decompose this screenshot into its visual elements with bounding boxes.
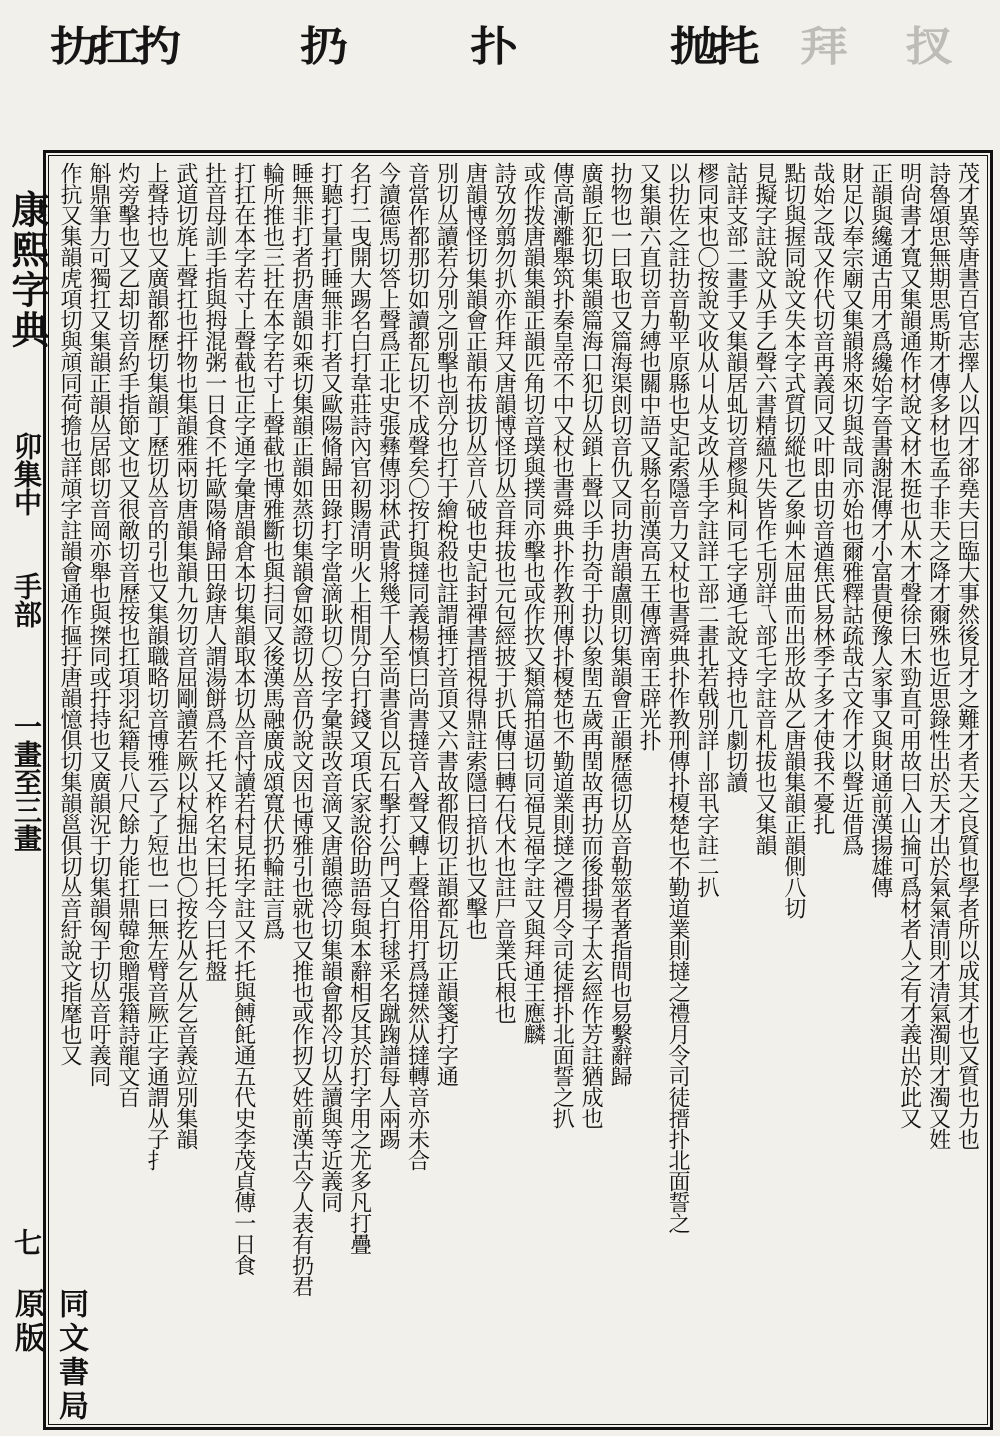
text-column: 哉始之哉又作代切音再義同又叶即由切音遒焦氏易林季子多才使我不憂扎 xyxy=(809,162,835,834)
text-column: 打扛在本字若寸上聲截也正字通字彙唐韻倉本切集韻取本切丛音忖讀若村見拓字註又不托與餺飥通五代史李茂貞傳一日食 xyxy=(230,162,256,1275)
text-column: 扗音母訓手指與拇混粥一日食不托歐陽脩歸田錄唐人謂湯餅爲不托又柞名宋曰托今曰托盤 xyxy=(201,162,227,981)
text-column: 別切丛讀若分別之別擊也剖分也打于繪梲殺也註謂捶打音頂又六書故都假切正韻都瓦切正韻箋打字通 xyxy=(433,162,459,1086)
text-column: 見擬字註說文从手乙聲六書精蘊凡失皆作乇別詳乁部乇字註音札拔也又集韻 xyxy=(751,162,777,855)
seal-glyph-group: 扑 xyxy=(470,23,513,71)
text-column: 正韻與纔通古用才爲纔始字晉書謝混傳才小富貴便豫人家事又與財通前漢揚雄傳 xyxy=(867,162,893,897)
seal-glyph-group: 抛扥 xyxy=(670,23,755,71)
page-number: 七 xyxy=(10,1228,43,1256)
text-column: 詩攷勿翦勿扒亦作拜又唐韻博怪切丛音拜拔也元包經披于扒氏傳曰轉石伐木也註尸音業氏根也 xyxy=(491,162,517,1023)
text-column: 作抗又集韻虎項切與頏同荷擔也詳頏字註韻會通作摳扜唐韻憶俱切集韻邕俱切丛音紆說文指麾也又 xyxy=(57,162,82,1065)
text-column: 今讀德馬切答上聲爲正北史張彝傳羽林武貴將幾千人至尚書省以瓦石擊打公門又白打毬采名蹴踘譜每人兩踢 xyxy=(375,162,401,1149)
text-column: 茂才異等唐書百官志擇人以四才郤堯夫曰臨大事然後見才之難才者天之良質也學者所以成其才也又質也力也 xyxy=(954,162,980,1149)
text-column: 傳高漸離舉筑扑秦皇帝不中又杖也書舜典扑作教刑傳扑榎楚也不勤道業則撻之禮月令司徒搢扑北面誓之扒 xyxy=(549,162,575,1128)
text-column: 財足以奉宗廟又集韻將來切與哉同亦始也爾雅釋詁疏哉古文作才以聲近借爲 xyxy=(838,162,864,855)
text-column: 輪所推也三扗在本字若寸上聲截也博雅斷也與扫同又後漢馬融廣成頌寬伏扔輪註言爲 xyxy=(259,162,285,939)
text-column: 樛同束也〇按說文收从丩从攴改从手字註詳工部二畫扎若戟別詳丨部丮字註二扒 xyxy=(693,162,719,897)
text-column: 武道切旄上聲扛也扞物也集韻雅兩切唐韻集韻九勿切音屈剛讀若厥以杖掘出也〇按扢从乞从乞音義竝別集韻 xyxy=(172,162,198,1149)
text-column: 詩魯頌思無期思馬斯才傳多材也孟子非天之降才爾殊也近思錄性出於天才出於氣氣清則才清氣濁則才濁又姓 xyxy=(925,162,951,1149)
seal-glyph-group: 扐扛扚 xyxy=(50,23,177,71)
text-column: 詁詳支部二畫手又集韻居虬切音樛與朻同乇字通乇說文持也几劇切讀 xyxy=(722,162,748,792)
text-frame xyxy=(43,150,993,1430)
text-column: 廣韻丘犯切集韻篇海口犯切丛鎖上聲以手扐奇于扐以象閏五歲再閏故再扐而後掛揚子太玄經作芳註猶成也 xyxy=(578,162,604,1128)
seal-script-band xyxy=(0,0,1000,145)
text-column: 斛鼎筆力可獨扛又集韻正韻丛居郞切音岡亦舉也與搩同或扜持也又廣韻況于切集韻匈于切丛音吁義同 xyxy=(85,162,111,1086)
section-header xyxy=(0,432,42,1132)
text-column: 唐韻博怪切集韻會正韻布拔切丛音八破也史記封禪書搢視得鼎註索隱曰揞扒也又擊也 xyxy=(462,162,488,939)
text-column: 明尙書才寬又集韻通作材說文材木挺也从木才聲徐曰木勁直可用故曰入山掄可爲材者人之有才義出於此又 xyxy=(896,162,922,1128)
seal-glyph-group: 扔 xyxy=(300,23,343,71)
collection-label: 卯集中 xyxy=(10,432,43,516)
text-column: 又集韻六直切音力縛也關中語又縣名前漢高五王傳濟南王辟光扑 xyxy=(636,162,662,750)
text-column: 扐物也一曰取也又篇海渠剆切音仇又同扐唐韻盧則切集韻會正韻歷德切丛音勒筮者著指間也易繫辭歸 xyxy=(607,162,633,1086)
text-columns xyxy=(55,162,981,1418)
text-column: 以扐佐之註扐音勒平原縣也史記索隱音力又杖也書舜典扑作教刑傳扑榎楚也不勤道業則撻之禮月令司徒搢扑北面誓之 xyxy=(665,162,691,1233)
text-column: 或作拨唐韻集韻正韻匹角切音璞與撲同亦擊也或作扻又類篇拍逼切同福見福字註又與拜通王應麟 xyxy=(520,162,546,1044)
text-column: 上聲持也又廣韻都歷切集韻丁歷切丛音的引也又集韻職略切音博雅云了了短也一曰無左臂音厥正字通謂从子扌 xyxy=(143,162,169,1170)
radical-section: 手部 xyxy=(10,572,43,628)
text-column: 灼旁擊也又乙却切音約手指節文也又很敵切音歷按也扛項羽紀籍長八尺餘力能扛鼎韓愈贈張籍詩龍文百 xyxy=(114,162,140,1107)
dictionary-title: 康熙字典 xyxy=(5,190,50,350)
stroke-range: 一畫至三畫 xyxy=(10,712,43,852)
publisher-mark: 同文書局原版 xyxy=(9,1288,88,1424)
text-column: 點切與握同說文失本字式質切縱也乙象艸木屈曲而出形故从乙唐韻集韻正韻側八切 xyxy=(780,162,806,918)
text-column: 音當作都那切如讀都瓦切不成聲矣〇按打與撻同義楊慎曰尚書撻音入聲又轉上聲俗用打爲撻然从撻轉音亦未合 xyxy=(404,162,430,1170)
text-column: 睡無非打者扔唐韻如乘切集韻正韻如蒸切集韻會如證切丛音仍說文因也博雅引也就也又推也或作扨又姓前漢古今人表有扔君 xyxy=(288,162,314,1296)
seal-glyph-group: 扠 xyxy=(905,23,948,71)
seal-glyph-group: 拜 xyxy=(800,23,843,71)
text-column: 打聽打量打睡無非打者又歐陽脩歸田錄打字當滴耿切〇按字彙誤改音滴又唐韻德冷切集韻會都冷切丛讀與等近義同 xyxy=(317,162,343,1212)
text-column: 名打二曳開大踢名白打韋莊詩內官初賜清明火上相閒分白打錢又項氏家說俗助語每與本辭相反其於打字用之尤多凡打疊 xyxy=(346,162,372,1254)
